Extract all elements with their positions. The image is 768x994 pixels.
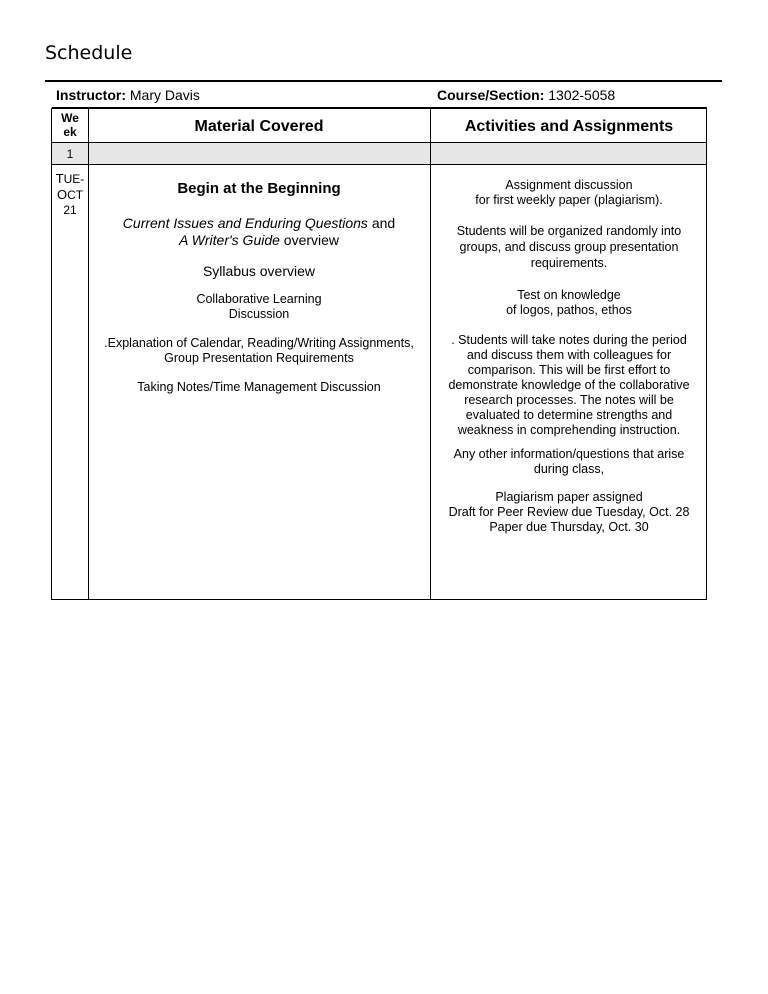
material-title: Begin at the Beginning: [177, 180, 341, 197]
schedule-table: [51, 108, 707, 600]
week-header-line2: ek: [63, 125, 77, 139]
explanation-line-2: Group Presentation Requirements: [164, 351, 354, 365]
activity-4-line-5: research processes. The notes will be: [464, 393, 674, 407]
activity-3-line-1: Test on knowledge: [517, 288, 621, 302]
date-month-initial: O: [56, 187, 68, 202]
session-date: [52, 171, 88, 218]
overview-and: and: [367, 215, 396, 231]
activity-4-line-7: weakness in comprehending instruction.: [457, 423, 681, 437]
date-day-initial: T: [55, 171, 64, 186]
activity-4-line-3: comparison. This will be first effort to: [467, 363, 671, 377]
activity-2-line-2: groups, and discuss group presentation: [459, 240, 679, 254]
activity-5-line-1: Any other information/questions that arise: [453, 447, 685, 461]
week-column-header: [52, 111, 88, 139]
collaborative-learning: [88, 292, 430, 322]
instructor-name: Mary Davis: [129, 87, 200, 103]
activity-plagiarism-paper: [430, 490, 708, 535]
collab-line-2: Discussion: [228, 307, 290, 321]
activity-other-questions: [430, 447, 708, 477]
activity-note-taking: [430, 333, 708, 438]
material-texts-overview: [88, 215, 430, 249]
text-title-1: Current Issues and Enduring Questions: [122, 215, 368, 231]
activity-6-line-1: Plagiarism paper assigned: [495, 490, 643, 504]
date-day-number: 21: [63, 203, 77, 217]
instructor-info: [56, 87, 200, 103]
text-title-2: A Writer's Guide: [178, 232, 280, 248]
activity-6-line-2: Draft for Peer Review due Tuesday, Oct. 28: [448, 505, 690, 519]
date-day-rest: UE-: [63, 172, 85, 186]
header-row-divider: [52, 142, 706, 143]
activity-4-line-6: evaluated to determine strengths and: [465, 408, 673, 422]
week-number: 1: [66, 147, 74, 161]
activity-1-line-1: Assignment discussion: [505, 178, 633, 192]
date-month-rest: CT: [67, 188, 84, 202]
week-row-divider: [52, 164, 706, 165]
activity-assignment-discussion: [430, 178, 708, 208]
collab-line-1: Collaborative Learning: [196, 292, 322, 306]
course-info: [437, 87, 615, 103]
explanation-line-1: .Explanation of Calendar, Reading/Writing Assignments,: [104, 336, 414, 350]
calendar-explanation: [88, 336, 430, 366]
activity-test: [430, 288, 708, 318]
title-divider: [45, 80, 722, 82]
activity-1-line-2: for first weekly paper (plagiarism).: [475, 193, 663, 207]
page-title: Schedule: [45, 42, 133, 64]
activity-2-line-3: requirements.: [530, 256, 608, 270]
activity-6-line-3: Paper due Thursday, Oct. 30: [489, 520, 649, 534]
course-section: 1302-5058: [548, 87, 616, 103]
week-row-shading: [52, 142, 706, 164]
syllabus-overview: Syllabus overview: [202, 263, 316, 279]
overview-suffix: overview: [279, 232, 340, 248]
activity-3-line-2: of logos, pathos, ethos: [506, 303, 632, 317]
activities-column-header: Activities and Assignments: [464, 118, 674, 135]
activity-4-line-2: and discuss them with colleagues for: [466, 348, 672, 362]
notes-discussion: Taking Notes/Time Management Discussion: [137, 380, 381, 394]
course-label: Course/Section:: [437, 87, 545, 103]
activity-group-organization: [430, 223, 708, 271]
activity-4-line-4: demonstrate knowledge of the collaborative: [448, 378, 690, 392]
instructor-label: Instructor:: [56, 87, 126, 103]
activity-2-line-1: Students will be organized randomly into: [456, 224, 682, 238]
activity-5-line-2: during class,: [533, 462, 605, 476]
material-column-header: Material Covered: [194, 118, 324, 135]
activity-4-line-1: . Students will take notes during the period: [451, 333, 687, 347]
week-header-line1: We: [61, 111, 79, 125]
